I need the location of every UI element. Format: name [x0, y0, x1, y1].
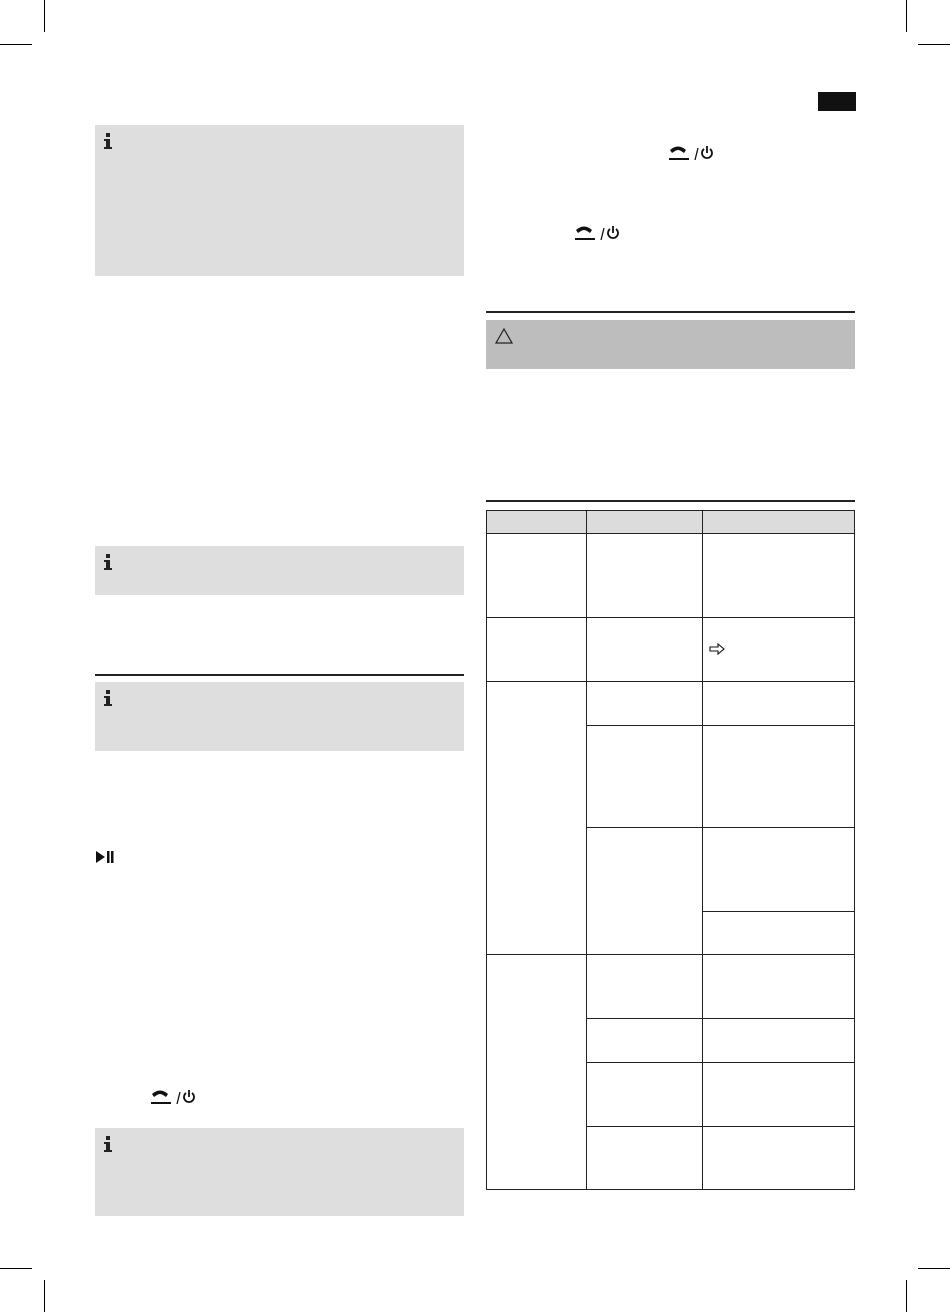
troubleshooting-table [486, 510, 855, 1190]
table-row-divider [487, 681, 854, 682]
table-row-divider [487, 954, 854, 955]
table-row-divider [586, 1126, 854, 1127]
table-column-divider [586, 511, 587, 1189]
section-rule [486, 311, 855, 313]
info-icon [103, 133, 113, 151]
table-row-divider [586, 1018, 854, 1019]
phone-hangup-power-icon [150, 1088, 196, 1106]
info-note [95, 682, 464, 751]
info-note [95, 1128, 464, 1216]
info-icon [103, 554, 113, 572]
table-row-divider [586, 1062, 854, 1063]
phone-hangup-power-icon [574, 224, 620, 242]
crop-mark [0, 44, 32, 45]
table-row-divider [586, 827, 854, 828]
section-rule [486, 500, 855, 502]
info-icon [103, 690, 113, 708]
table-row-divider [586, 725, 854, 726]
info-note [95, 546, 464, 595]
crop-mark [918, 1268, 950, 1269]
crop-mark [44, 0, 45, 32]
info-note [95, 125, 464, 276]
phone-hangup-power-icon [668, 144, 714, 162]
warning-box [486, 320, 855, 369]
crop-mark [0, 1268, 32, 1269]
right-arrow-icon [709, 643, 725, 655]
info-icon [103, 1136, 113, 1154]
crop-mark [44, 1280, 45, 1312]
table-row-divider [702, 911, 854, 912]
crop-mark [918, 44, 950, 45]
language-tab [818, 92, 856, 111]
table-row-divider [487, 617, 854, 618]
table-column-divider [702, 511, 703, 1189]
table-header [487, 511, 854, 534]
crop-mark [906, 1280, 907, 1312]
warning-triangle-icon [495, 328, 513, 344]
section-rule [95, 674, 464, 676]
crop-mark [906, 0, 907, 32]
play-pause-icon [96, 851, 114, 863]
